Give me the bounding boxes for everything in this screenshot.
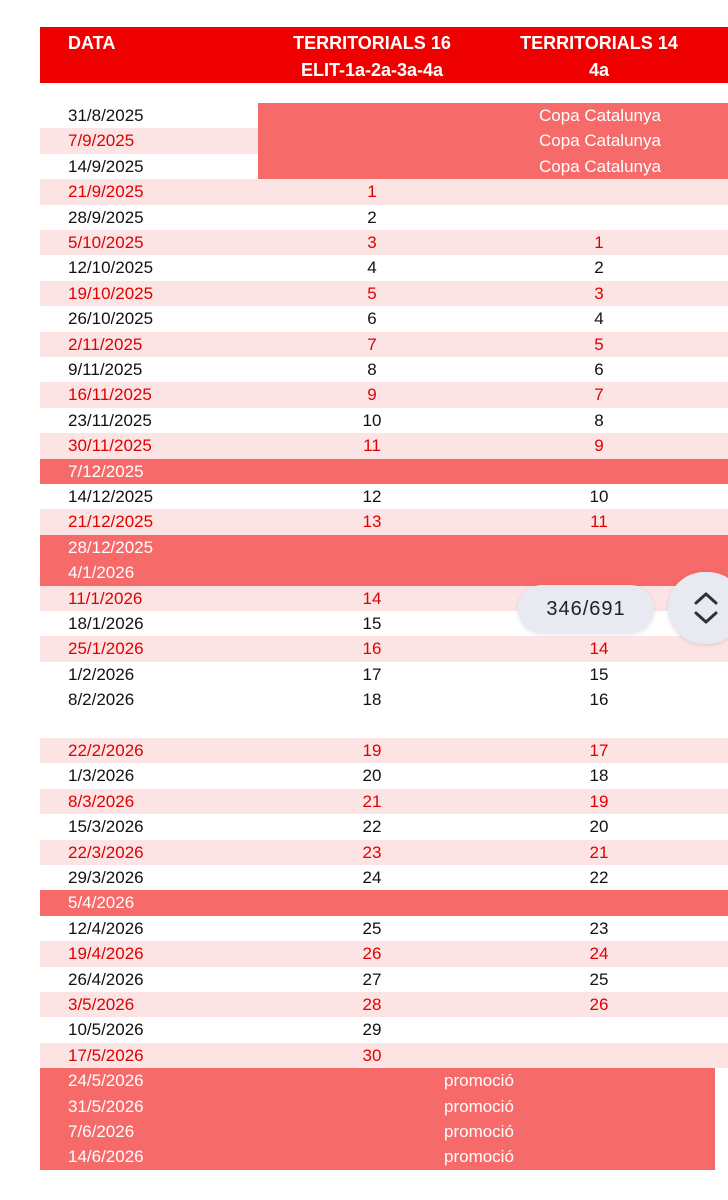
round-t16-cell: 29: [362, 1020, 382, 1040]
date-cell: 19/4/2026: [68, 944, 144, 964]
date-cell: 5/4/2026: [68, 893, 135, 913]
round-t14-cell: 16: [589, 690, 609, 710]
round-t14-cell: 25: [589, 969, 609, 989]
round-t16-cell: 28: [362, 995, 382, 1014]
round-t14-cell: 1: [594, 233, 604, 252]
table-row: [40, 306, 728, 331]
date-cell: 25/1/2026: [68, 639, 144, 659]
promotion-row: [40, 1068, 715, 1093]
table-row: [40, 763, 728, 788]
date-cell: 14/6/2026: [68, 1147, 144, 1167]
promotion-row: [40, 1119, 715, 1144]
date-cell: 7/6/2026: [68, 1122, 135, 1141]
round-t16-cell: 14: [362, 588, 382, 608]
round-t14-cell: 26: [589, 995, 609, 1014]
holiday-row: [40, 560, 728, 585]
round-t14-cell: 17: [589, 741, 609, 760]
date-cell: 24/5/2026: [68, 1071, 144, 1091]
promotion-label: promoció: [444, 1147, 514, 1167]
round-t16-cell: 18: [362, 690, 382, 710]
table-row: [40, 916, 728, 941]
copa-catalunya-label: Copa Catalunya: [539, 131, 661, 151]
round-t16-cell: 10: [362, 410, 382, 430]
round-t14-cell: 6: [594, 360, 604, 379]
date-cell: 31/8/2025: [68, 106, 144, 125]
round-t16-cell: 12: [362, 487, 382, 506]
table-row: [40, 662, 728, 687]
date-cell: 12/4/2026: [68, 918, 144, 938]
header-territorials-16-levels: ELIT-1a-2a-3a-4a: [300, 60, 444, 80]
table-row: [40, 992, 728, 1017]
round-t14-cell: 15: [589, 664, 609, 684]
table-row: [40, 433, 728, 458]
table-row: [40, 814, 728, 839]
header-territorials-16: TERRITORIALS 16: [293, 33, 451, 53]
round-t14-cell: 18: [589, 766, 609, 786]
date-cell: 14/12/2025: [68, 487, 154, 506]
round-t14-cell: 8: [594, 410, 604, 430]
round-t16-cell: 5: [367, 283, 377, 303]
copa-catalunya-label: Copa Catalunya: [539, 156, 661, 176]
date-cell: 16/11/2025: [68, 385, 152, 405]
round-t16-cell: 20: [362, 766, 382, 786]
round-t14-cell: 21: [589, 842, 609, 862]
round-t16-cell: 3: [367, 233, 377, 252]
table-row: [40, 941, 728, 966]
round-t14-cell: 19: [589, 791, 609, 811]
table-row: [40, 789, 728, 814]
table-row: [40, 332, 728, 357]
round-t16-cell: 16: [362, 639, 382, 659]
round-t16-cell: 1: [367, 182, 377, 202]
round-t14-cell: 22: [589, 868, 609, 887]
round-t16-cell: 13: [362, 512, 382, 532]
date-cell: 11/1/2026: [68, 588, 143, 608]
round-t16-cell: 8: [367, 360, 377, 379]
table-row: [40, 738, 728, 763]
date-cell: 19/10/2025: [68, 283, 154, 303]
table-row: [40, 1017, 728, 1042]
round-t16-cell: 15: [362, 614, 382, 633]
table-row: [40, 687, 728, 712]
date-cell: 8/2/2026: [68, 690, 135, 710]
date-cell: 3/5/2026: [68, 995, 135, 1014]
round-t14-cell: 3: [594, 283, 604, 303]
table-row: [40, 408, 728, 433]
table-row: [40, 382, 728, 407]
table-row: [40, 230, 728, 255]
promotion-label: promoció: [444, 1122, 514, 1141]
round-t16-cell: 23: [362, 842, 382, 862]
date-cell: 14/9/2025: [68, 156, 144, 176]
round-t14-cell: 11: [590, 512, 608, 532]
date-cell: 7/9/2025: [68, 131, 135, 151]
table-row: [40, 205, 728, 230]
round-t16-cell: 24: [362, 868, 382, 887]
header-territorials-14-level: 4a: [588, 60, 610, 80]
round-t16-cell: 2: [367, 207, 377, 227]
date-cell: 22/2/2026: [68, 741, 144, 760]
round-t16-cell: 19: [362, 741, 382, 760]
round-t16-cell: 21: [362, 791, 382, 811]
promotion-row: [40, 1144, 715, 1169]
date-cell: 17/5/2026: [68, 1045, 144, 1065]
table-row: [40, 509, 728, 534]
round-t14-cell: 23: [589, 918, 609, 938]
round-t16-cell: 25: [362, 918, 382, 938]
date-cell: 12/10/2025: [68, 258, 154, 278]
round-t14-cell: 5: [594, 334, 604, 354]
round-t16-cell: 26: [362, 944, 382, 964]
promotion-label: promoció: [444, 1071, 514, 1091]
date-cell: 28/9/2025: [68, 207, 144, 227]
date-cell: 29/3/2026: [68, 868, 144, 887]
chevron-up-down-icon: [690, 590, 722, 626]
table-row: [40, 179, 728, 204]
round-t16-cell: 11: [363, 436, 381, 456]
round-t16-cell: 22: [362, 817, 382, 837]
date-cell: 30/11/2025: [68, 436, 152, 456]
table-row: [40, 1043, 728, 1068]
date-cell: 18/1/2026: [68, 614, 144, 633]
date-cell: 23/11/2025: [68, 410, 152, 430]
table-row: [40, 865, 728, 890]
header-territorials-14: TERRITORIALS 14: [520, 33, 678, 53]
table-row: [40, 713, 728, 738]
round-t16-cell: 6: [367, 309, 377, 329]
round-t16-cell: 7: [367, 334, 377, 354]
date-cell: 2/11/2025: [68, 334, 143, 354]
date-cell: 22/3/2026: [68, 842, 144, 862]
round-t14-cell: 24: [589, 944, 609, 964]
round-t16-cell: 9: [367, 385, 377, 405]
date-cell: 21/12/2025: [68, 512, 154, 532]
holiday-row: [40, 459, 728, 484]
table-row: [40, 840, 728, 865]
round-t14-cell: 4: [594, 309, 604, 329]
date-cell: 28/12/2025: [68, 537, 154, 557]
round-t16-cell: 4: [367, 258, 377, 278]
promotion-label: promoció: [444, 1096, 514, 1116]
date-cell: 31/5/2026: [68, 1096, 144, 1116]
date-cell: 5/10/2025: [68, 233, 144, 252]
date-cell: 9/11/2025: [68, 360, 143, 379]
date-cell: 4/1/2026: [68, 563, 135, 583]
date-cell: 1/3/2026: [68, 766, 135, 786]
round-t14-cell: 7: [594, 385, 604, 405]
date-cell: 15/3/2026: [68, 817, 144, 837]
round-t14-cell: 9: [594, 436, 604, 456]
date-cell: 21/9/2025: [68, 182, 144, 202]
date-cell: 1/2/2026: [68, 664, 135, 684]
copa-catalunya-label: Copa Catalunya: [539, 106, 661, 125]
header-date: DATA: [68, 33, 116, 53]
table-row: [40, 281, 728, 306]
date-cell: 26/4/2026: [68, 969, 144, 989]
holiday-row: [40, 535, 728, 560]
round-t16-cell: 17: [362, 664, 382, 684]
table-row: [40, 357, 728, 382]
date-cell: 7/12/2025: [68, 461, 144, 481]
table-row: [40, 255, 728, 280]
round-t14-cell: 14: [589, 639, 609, 659]
round-t16-cell: 27: [362, 969, 382, 989]
date-cell: 26/10/2025: [68, 309, 154, 329]
page-indicator[interactable]: 346/691: [518, 585, 654, 633]
table-row: [40, 967, 728, 992]
table-row: [40, 484, 728, 509]
holiday-row: [40, 890, 728, 915]
round-t14-cell: 20: [589, 817, 609, 837]
round-t16-cell: 30: [362, 1045, 382, 1065]
round-t14-cell: 2: [594, 258, 604, 278]
round-t14-cell: 10: [589, 487, 609, 506]
table-row: [40, 636, 728, 661]
date-cell: 10/5/2026: [68, 1020, 144, 1040]
promotion-row: [40, 1094, 715, 1119]
date-cell: 8/3/2026: [68, 791, 135, 811]
